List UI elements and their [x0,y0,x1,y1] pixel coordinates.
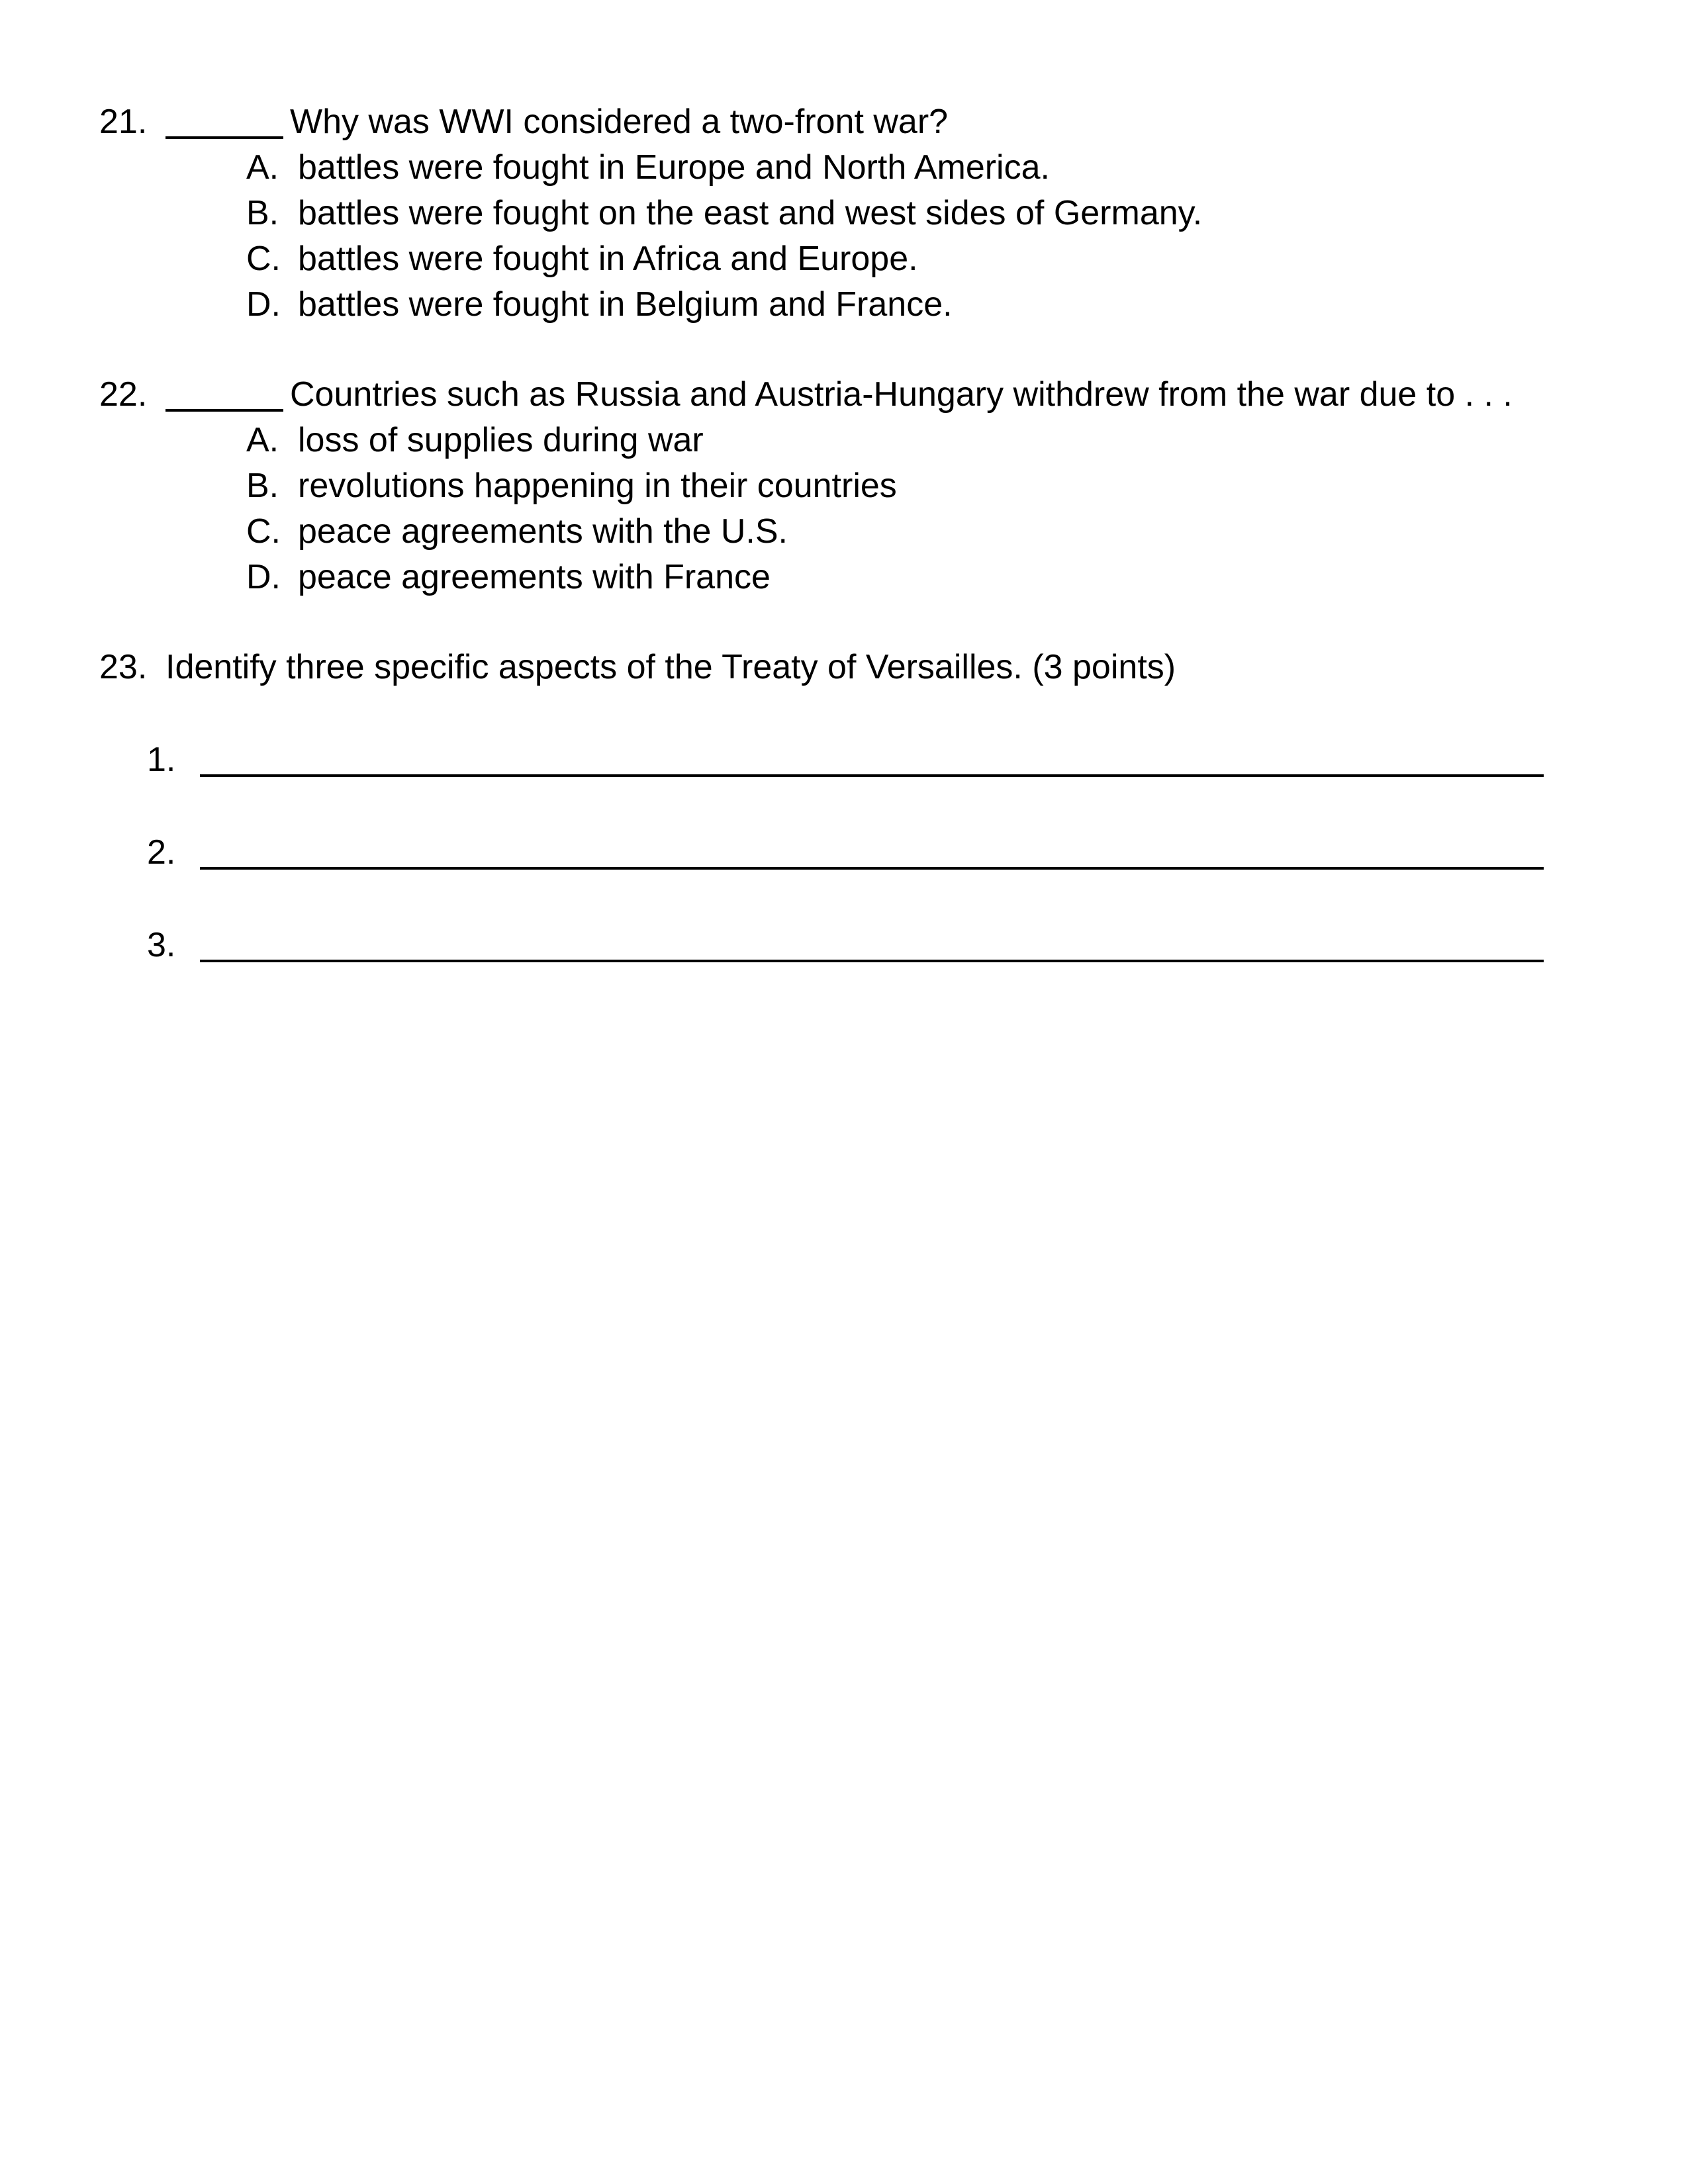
answer-number: 2. [147,833,176,872]
question-number: 23. [99,648,148,686]
option-letter: D. [246,285,281,324]
option-text: revolutions happening in their countries [298,467,897,505]
option-text: battles were fought on the east and west sides of Germany. [298,194,1203,232]
question-text: Why was WWI considered a two-front war? [290,103,949,141]
option-text: loss of supplies during war [298,421,704,459]
answer-line[interactable] [200,833,1544,870]
question-number: 21. [99,103,148,141]
option-text: battles were fought in Africa and Europe. [298,240,918,278]
answer-number: 1. [147,741,176,779]
answer-line[interactable] [200,740,1544,777]
option-letter: A. [246,421,279,459]
option-letter: D. [246,558,281,596]
option-text: battles were fought in Europe and North America. [298,148,1050,187]
option-text: battles were fought in Belgium and France. [298,285,953,324]
question-number: 22. [99,375,148,414]
answer-line[interactable] [200,925,1544,962]
option-letter: B. [246,194,279,232]
answer-blank[interactable] [165,102,283,139]
option-text: peace agreements with the U.S. [298,512,788,551]
option-text: peace agreements with France [298,558,771,596]
option-letter: C. [246,512,281,551]
option-letter: A. [246,148,279,187]
option-letter: B. [246,467,279,505]
question-text: Identify three specific aspects of the Treaty of Versailles. (3 points) [165,648,1176,686]
option-letter: C. [246,240,281,278]
answer-number: 3. [147,926,176,964]
question-text: Countries such as Russia and Austria-Hungary withdrew from the war due to . . . [290,375,1513,414]
answer-blank[interactable] [165,375,283,412]
